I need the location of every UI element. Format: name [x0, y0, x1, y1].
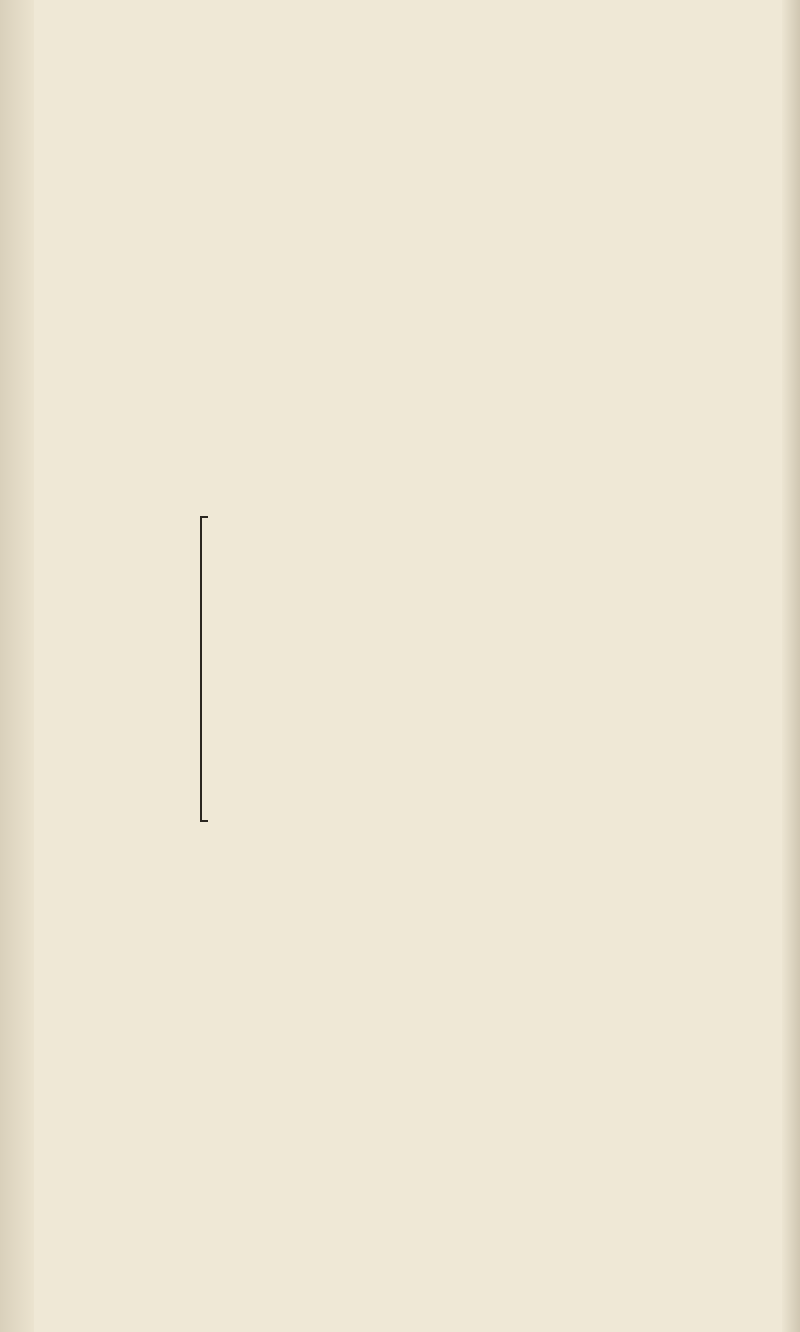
binding-shadow-right — [782, 0, 800, 1332]
binding-shadow-left — [0, 0, 34, 1332]
group-bracket — [200, 516, 208, 822]
